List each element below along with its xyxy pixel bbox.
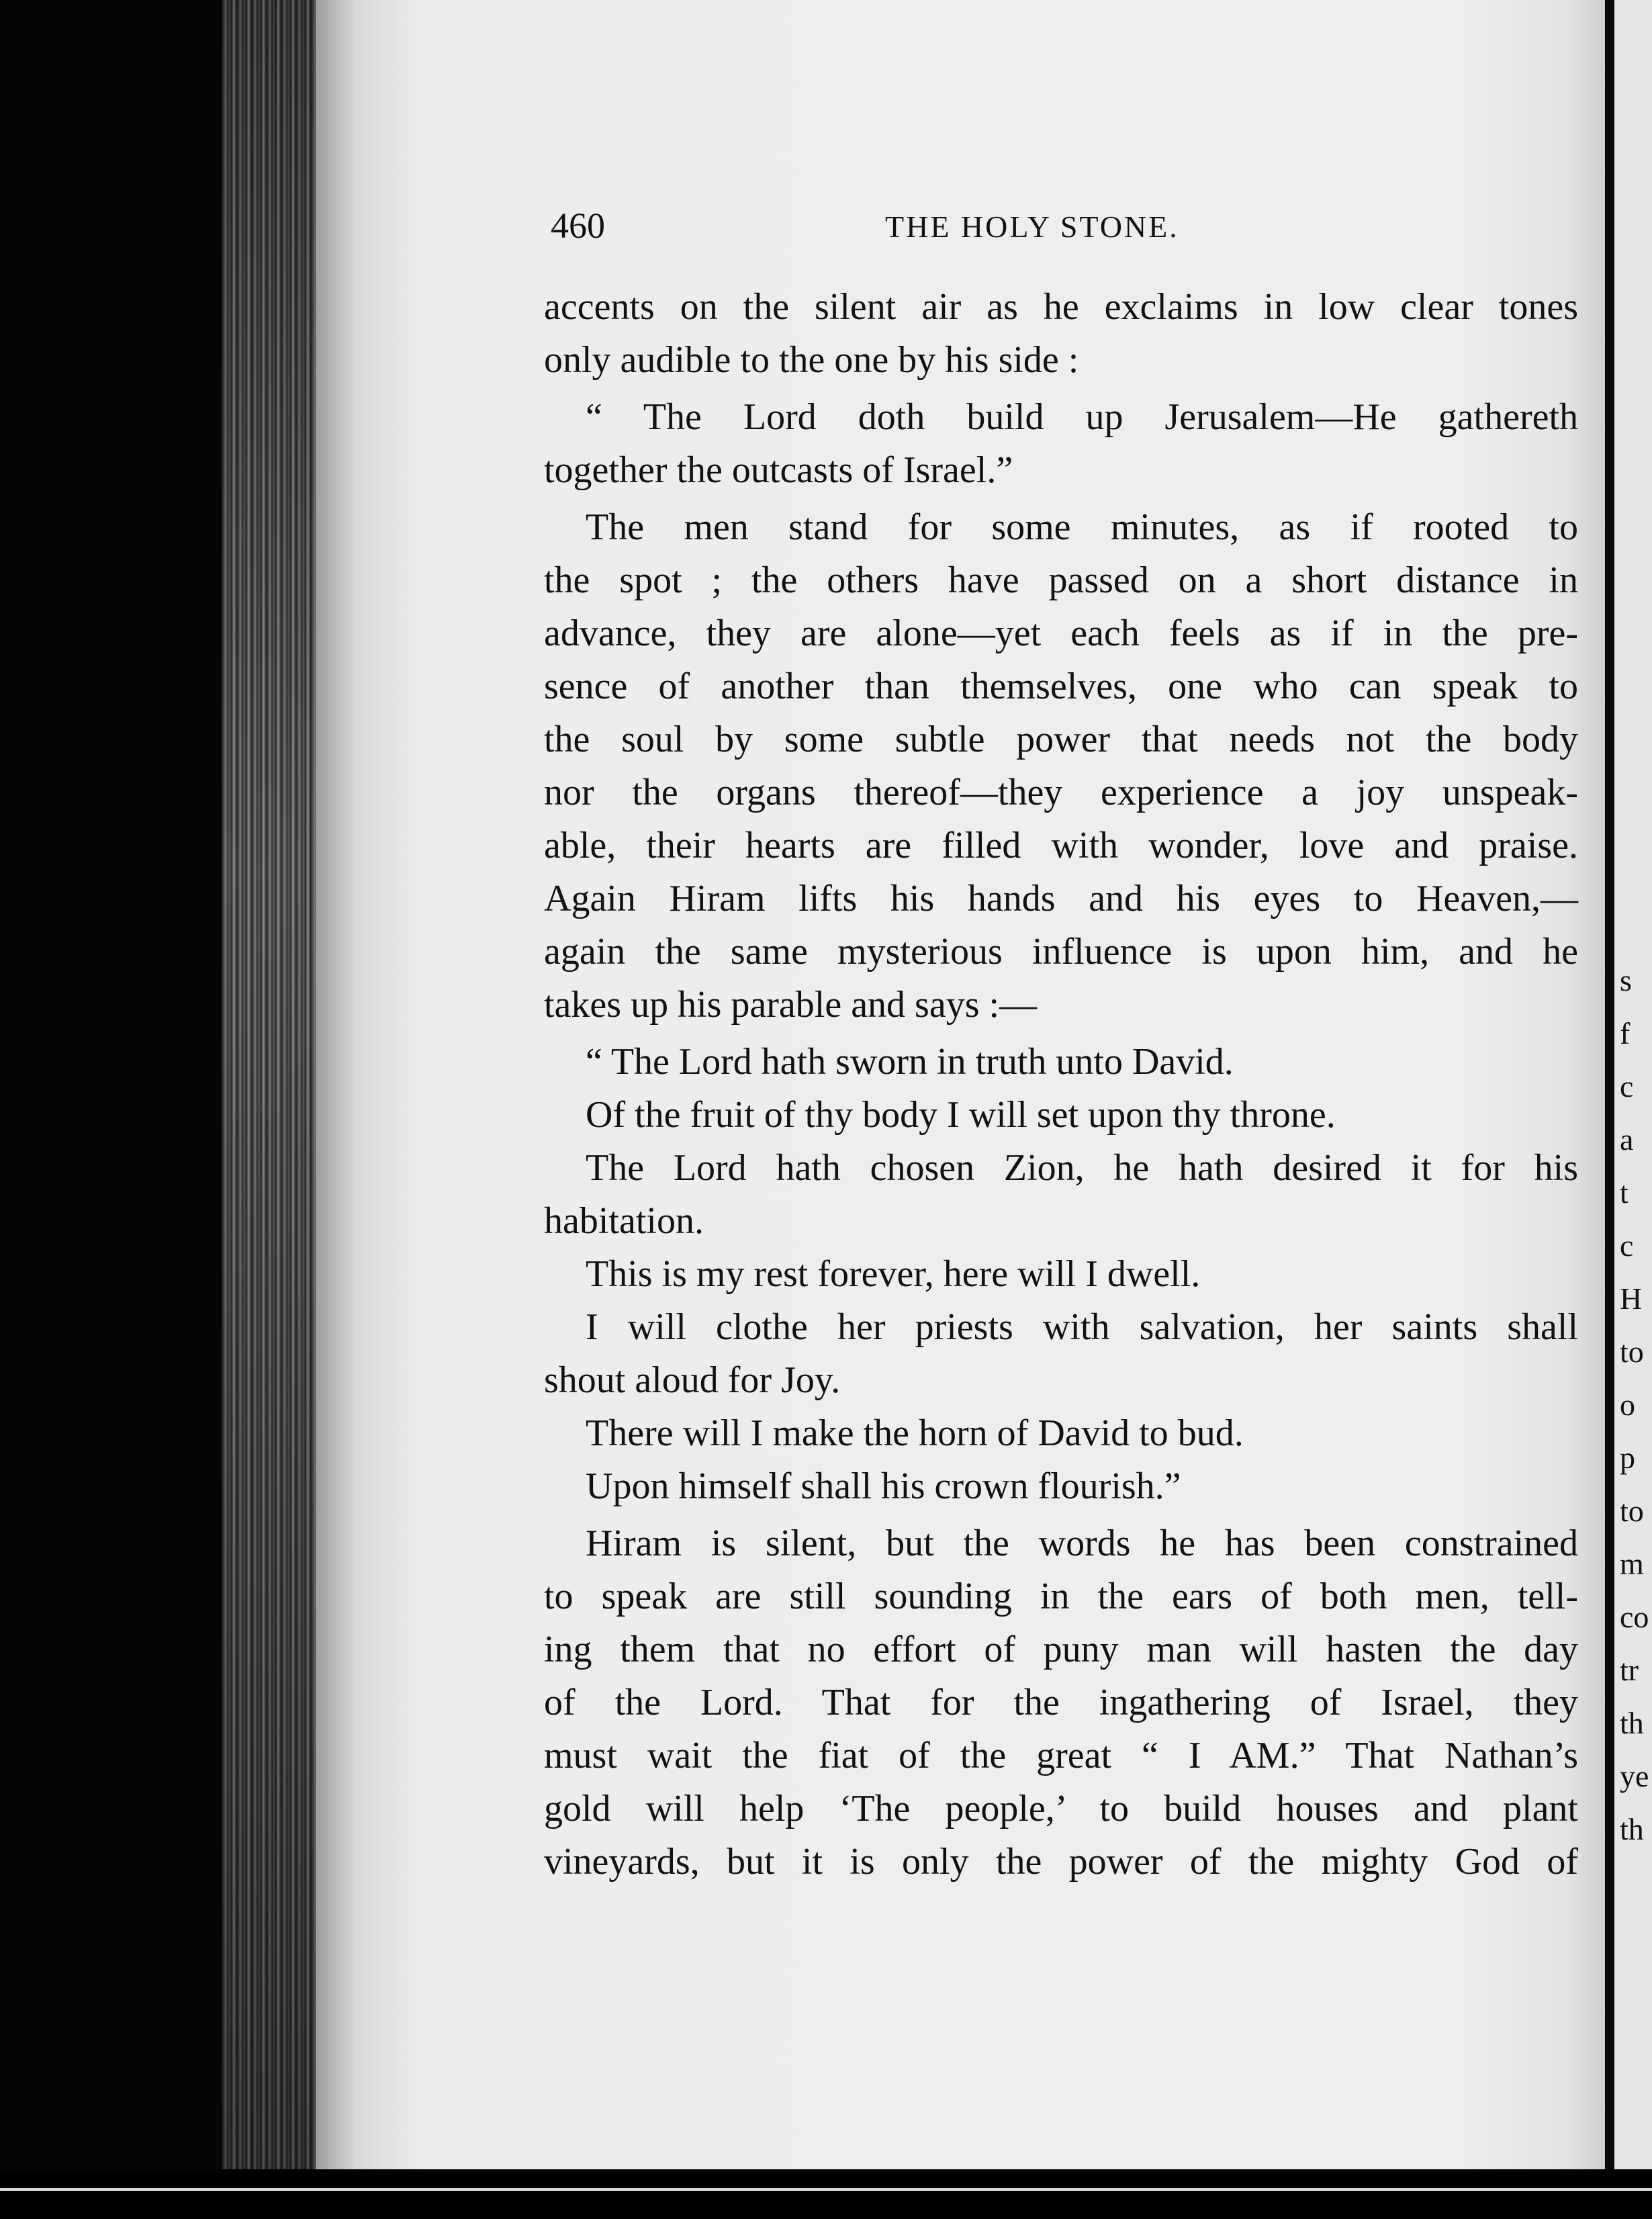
page-header xyxy=(551,205,1585,259)
body-text xyxy=(544,281,1578,1889)
verse-line: I will clothe her priests with salvation, her saints shall xyxy=(586,1306,1578,1348)
book-gutter xyxy=(1605,0,1614,2176)
text-line: accents on the silent air as he exclaims in low clear tones xyxy=(544,286,1578,328)
next-page-fragment: tr xyxy=(1620,1653,1639,1687)
text-line: able, their hearts are filled with wonder, love and praise. xyxy=(544,825,1578,866)
text-line: of the Lord. That for the ingathering of Israel, they xyxy=(544,1682,1578,1723)
next-page-fragment: th xyxy=(1620,1812,1644,1846)
book-page-edges xyxy=(222,0,316,2169)
paragraph xyxy=(544,501,1578,1032)
text-line: Again Hiram lifts his hands and his eyes to Heaven,— xyxy=(544,878,1578,919)
text-line: vineyards, but it is only the power of the mighty God of xyxy=(544,1841,1578,1883)
next-page-fragment: t xyxy=(1620,1175,1628,1210)
text-line: nor the organs thereof—they experience a joy unspeak- xyxy=(544,772,1578,813)
verse-line: Of the fruit of thy body I will set upon thy throne. xyxy=(586,1094,1336,1136)
text-line: only audible to the one by his side : xyxy=(544,339,1079,381)
next-page-fragment: to xyxy=(1620,1494,1644,1528)
next-page-fragment: co xyxy=(1620,1600,1649,1634)
text-line: ing them that no effort of puny man will hasten the day xyxy=(544,1629,1578,1670)
next-page-fragment: a xyxy=(1620,1122,1634,1157)
next-page-fragment: c xyxy=(1620,1069,1634,1103)
next-page-fragment: H xyxy=(1620,1281,1643,1316)
next-page-fragment: m xyxy=(1620,1547,1644,1581)
next-page-fragment: f xyxy=(1620,1016,1631,1050)
next-page-fragment: th xyxy=(1620,1706,1644,1740)
next-page-fragment: o xyxy=(1620,1388,1635,1422)
verse-line: This is my rest forever, here will I dwell. xyxy=(586,1253,1201,1295)
paragraph xyxy=(544,391,1578,497)
text-line: “ The Lord doth build up Jerusalem—He gathereth xyxy=(586,396,1578,438)
next-page-fragment: s xyxy=(1620,963,1632,997)
scanner-bottom-line xyxy=(0,2188,1652,2191)
text-line: the spot ; the others have passed on a short distance in xyxy=(544,559,1578,601)
verse-line: Upon himself shall his crown flourish.” xyxy=(586,1465,1181,1507)
verse-line: There will I make the horn of David to bud. xyxy=(586,1412,1244,1454)
next-page-fragment: c xyxy=(1620,1228,1634,1263)
paragraph xyxy=(544,281,1578,387)
verse-line: shout aloud for Joy. xyxy=(544,1359,841,1401)
next-page-fragment: ye xyxy=(1620,1759,1649,1793)
text-line: takes up his parable and says :— xyxy=(544,984,1038,1026)
scanner-background xyxy=(0,0,222,2219)
text-line: advance, they are alone—yet each feels as if in the pre- xyxy=(544,613,1578,654)
running-title: THE HOLY STONE. xyxy=(885,210,1179,244)
scanner-bottom xyxy=(0,2169,1652,2219)
text-line: sence of another than themselves, one who can speak to xyxy=(544,666,1578,707)
text-line: Hiram is silent, but the words he has been constrained xyxy=(586,1523,1578,1564)
verse-block xyxy=(544,1036,1578,1513)
paragraph xyxy=(544,1517,1578,1889)
verse-line: habitation. xyxy=(544,1200,704,1242)
text-line: the soul by some subtle power that needs not the body xyxy=(544,719,1578,760)
page-number: 460 xyxy=(551,206,605,246)
verse-line: “ The Lord hath sworn in truth unto David. xyxy=(586,1041,1234,1083)
next-page-fragment: to xyxy=(1620,1334,1644,1369)
text-line: to speak are still sounding in the ears of both men, tell- xyxy=(544,1576,1578,1617)
verse-line: The Lord hath chosen Zion, he hath desired it for his xyxy=(586,1147,1578,1189)
text-line: must wait the fiat of the great “ I AM.” That Nathan’s xyxy=(544,1735,1578,1776)
text-line: The men stand for some minutes, as if rooted to xyxy=(586,506,1578,548)
next-page-fragment: p xyxy=(1620,1441,1635,1475)
text-line: again the same mysterious influence is upon him, and he xyxy=(544,931,1578,972)
next-page-text-fragments xyxy=(1620,954,1652,1856)
text-line: gold will help ‘The people,’ to build houses and plant xyxy=(544,1788,1578,1829)
text-line: together the outcasts of Israel.” xyxy=(544,449,1013,491)
